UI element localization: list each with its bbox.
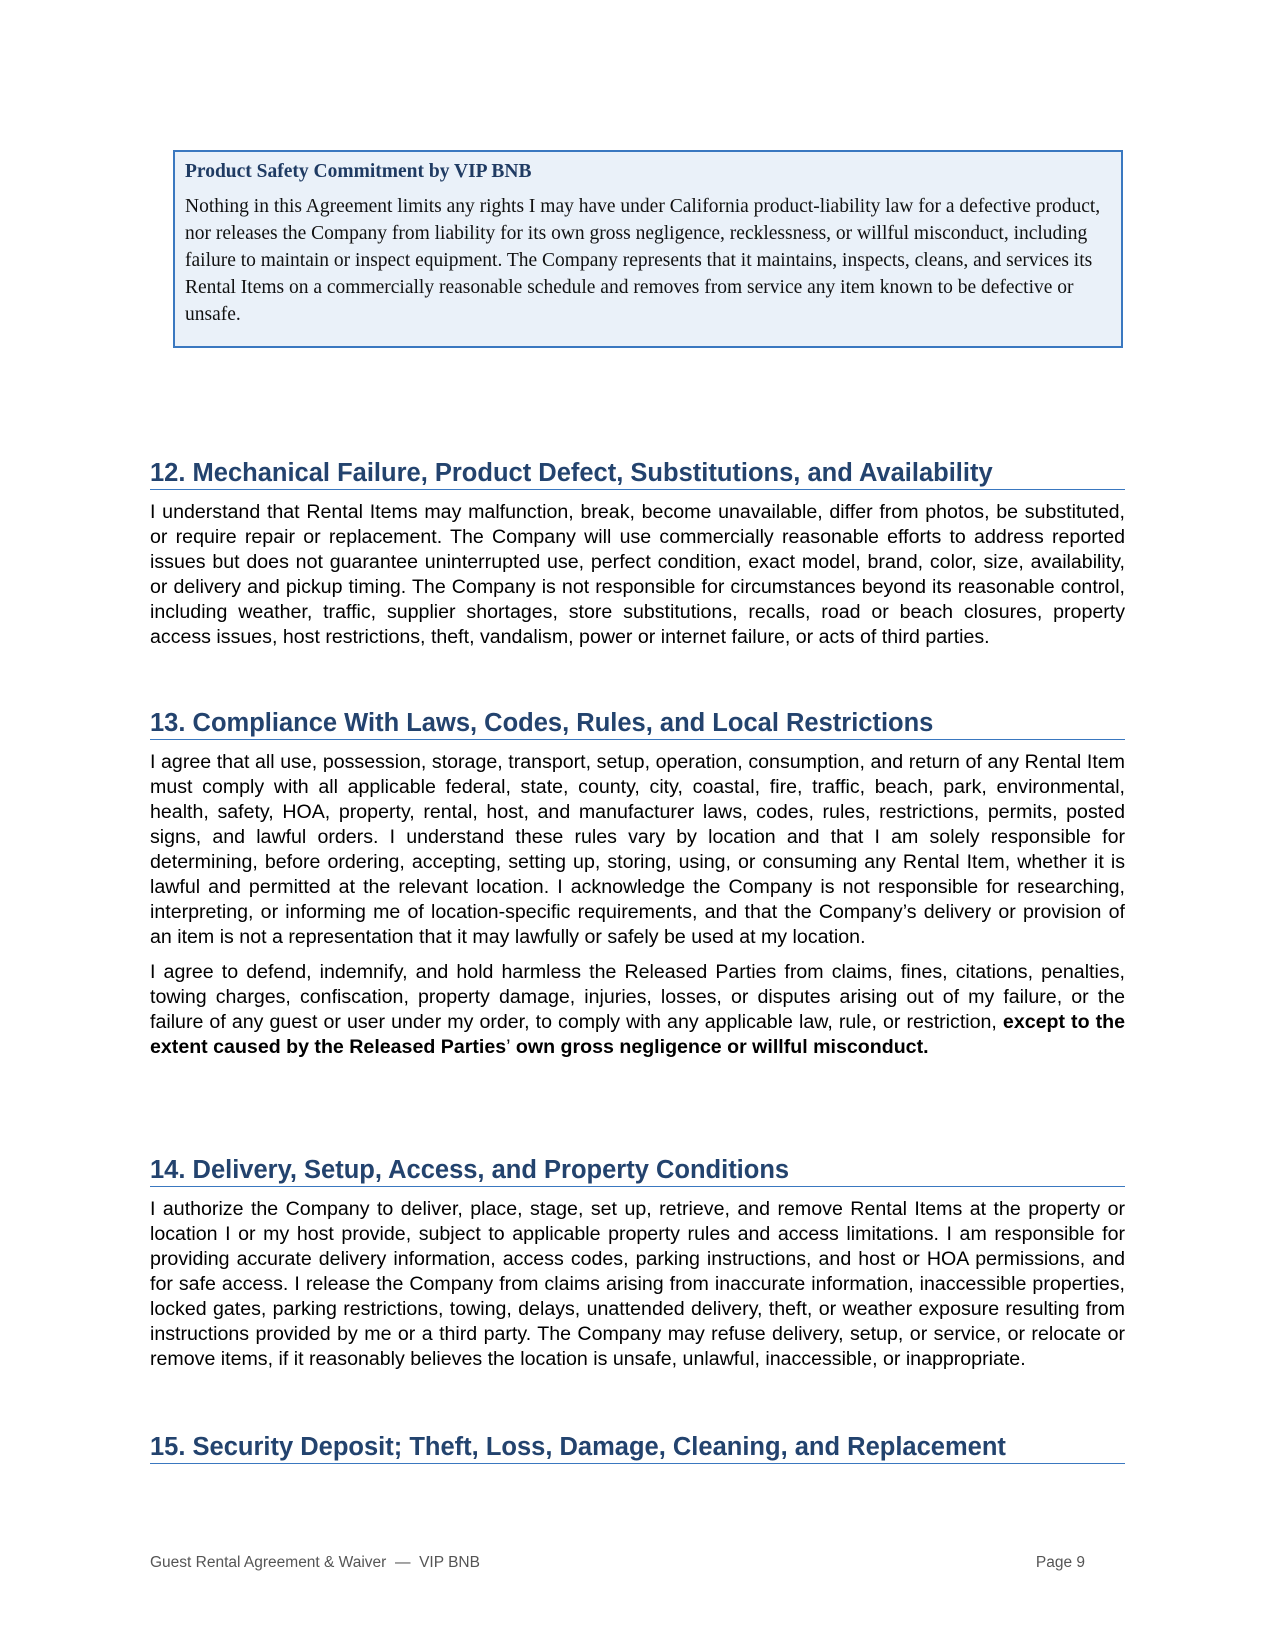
section-14-heading: 14. Delivery, Setup, Access, and Property Conditions	[150, 1155, 1125, 1187]
section-13-p2-bold-a: except to the extent caused by the Released Parties	[150, 1011, 1126, 1058]
section-15	[150, 1432, 1125, 1464]
section-12-paragraph: I understand that Rental Items may malfunction, break, become unavailable, differ from photos, be substituted, or require repair or replacement. The Company will use commercially reasonable efforts to address reported issues but does not guarantee uninterrupted use, perfect condition, exact model, brand, color, size, availability, or delivery and pickup timing. The Company is not responsible for circumstances beyond its reasonable control, including weather, traffic, supplier shortages, store substitutions, recalls, road or beach closures, property access issues, host restrictions, theft, vandalism, power or internet failure, or acts of third parties.	[150, 501, 1125, 648]
section-13-p2-bold-b: own gross negligence or willful misconduct.	[510, 1036, 929, 1058]
callout-title: Product Safety Commitment by VIP BNB	[185, 161, 532, 182]
section-13-p2-apostrophe: ’	[506, 1036, 511, 1058]
document-page	[150, 0, 1125, 1650]
callout-body: Nothing in this Agreement limits any rights I may have under California product-liability law for a defective product, nor releases the Company from liability for its own gross negligence, recklessness, or willful misconduct, including failure to maintain or inspect equipment. The Company represents that it maintains, inspects, cleans, and services its Rental Items on a commercially reasonable schedule and removes from service any item known to be defective or unsafe.	[185, 196, 1101, 325]
section-14	[150, 1155, 1125, 1372]
page-footer	[150, 1554, 1085, 1572]
section-15-heading: 15. Security Deposit; Theft, Loss, Damage, Cleaning, and Replacement	[150, 1432, 1125, 1464]
section-12-heading: 12. Mechanical Failure, Product Defect, Substitutions, and Availability	[150, 458, 1125, 490]
product-safety-callout	[173, 150, 1123, 348]
section-13-heading: 13. Compliance With Laws, Codes, Rules, and Local Restrictions	[150, 708, 1125, 740]
section-13	[150, 708, 1125, 1060]
section-14-paragraph: I authorize the Company to deliver, place, stage, set up, retrieve, and remove Rental Items at the property or location I or my host provide, subject to applicable property rules and access limitations. I am responsible for providing accurate delivery information, access codes, parking instructions, and host or HOA permissions, and for safe access. I release the Company from claims arising from inaccurate information, inaccessible properties, locked gates, parking restrictions, towing, delays, unattended delivery, theft, or weather exposure resulting from instructions provided by me or a third party. The Company may refuse delivery, setup, or service, or relocate or remove items, if it reasonably believes the location is unsafe, unlawful, inaccessible, or inappropriate.	[150, 1198, 1125, 1370]
page-number: Page 9	[1035, 1554, 1085, 1571]
section-13-paragraph-1: I agree that all use, possession, storage, transport, setup, operation, consumption, and return of any Rental Item must comply with all applicable federal, state, county, city, coastal, fire, traffic, beach, park, environmental, health, safety, HOA, property, rental, host, and manufacturer laws, codes, rules, restrictions, permits, posted signs, and lawful orders. I understand these rules vary by location and that I am solely responsible for determining, before ordering, accepting, setting up, storing, using, or consuming any Rental Item, whether it is lawful and permitted at the relevant location. I acknowledge the Company is not responsible for researching, interpreting, or informing me of location-specific requirements, and that the Company’s delivery or provision of an item is not a representation that it may lawfully or safely be used at my location.	[150, 751, 1125, 948]
section-13-p2-text: I agree to defend, indemnify, and hold harmless the Released Parties from claims, fines, citations, penalties, towing charges, confiscation, property damage, injuries, losses, or disputes arising out of my failure, or the failure of any guest or user under my order, to comply with any applicable law, rule, or restriction,	[150, 961, 1125, 1033]
section-12	[150, 458, 1125, 650]
section-13-paragraph-2	[150, 960, 1125, 1060]
footer-title: Guest Rental Agreement & Waiver — VIP BNB	[150, 1554, 480, 1571]
